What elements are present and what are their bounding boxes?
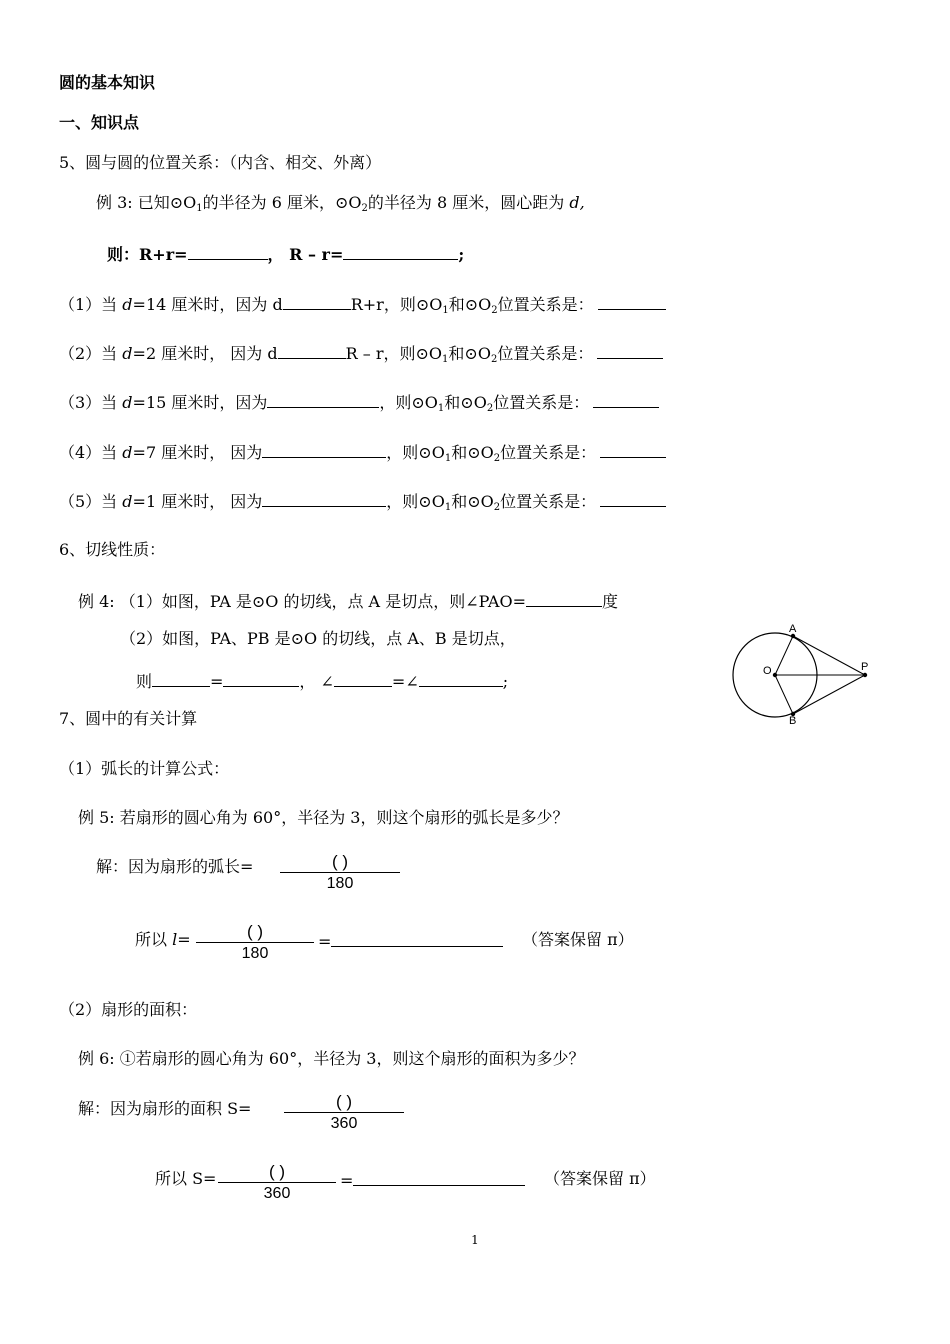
item7-heading: 7、圆中的有关计算	[59, 709, 198, 728]
case-1: （1）当 d=14 厘米时，因为 d R+r，则$⊙O_1$和$⊙O_2$位置关系是：	[59, 293, 666, 315]
formula-line: 则：R+r= ， R – r= ;	[107, 245, 465, 264]
tangent-figure	[725, 618, 885, 730]
arc-length-fraction	[280, 852, 400, 895]
label-b: B	[789, 715, 797, 727]
case-2: （2）当 d=2 厘米时， 因为 d R – r，则$⊙O_1$和$⊙O_2$位置关系是：	[59, 342, 663, 364]
blank[interactable]	[152, 670, 210, 687]
blank[interactable]	[188, 243, 268, 260]
label-o: O	[763, 665, 772, 677]
fraction-denominator: 360	[330, 1115, 358, 1132]
blank[interactable]	[343, 243, 458, 260]
blank[interactable]	[334, 670, 392, 687]
blank[interactable]	[593, 391, 659, 408]
fraction-numerator[interactable]: ( )	[280, 852, 400, 873]
label-a: A	[789, 623, 797, 635]
blank[interactable]	[267, 391, 379, 408]
case-3: （3）当 d=15 厘米时，因为 ，则$⊙O_1$和$⊙O_2$位置关系是：	[59, 391, 659, 413]
arc-length-subheading: （1）弧长的计算公式：	[59, 759, 230, 778]
blank[interactable]	[526, 590, 602, 607]
example5-text: 例 5: 若扇形的圆心角为 60°，半径为 3，则这个扇形的弧长是多少？	[78, 808, 569, 827]
item6-heading: 6、切线性质：	[59, 540, 166, 559]
blank[interactable]	[278, 342, 346, 359]
keep-pi-note-2: （答案保留 π）	[544, 1169, 656, 1188]
item5-heading: 5、圆与圆的位置关系：（内含、相交、外离）	[59, 153, 382, 172]
example4-line1: 例 4: （1）如图，PA 是⊙O 的切线，点 A 是切点，则∠PAO= 度	[78, 592, 618, 611]
so-line-label: 所以 l=	[135, 930, 191, 949]
example3-text: 例 3: 已知$⊙O_1$的半径为 6 厘米，$⊙O_2$的半径为 8 厘米，圆心距为 d,	[96, 193, 585, 214]
blank[interactable]	[597, 342, 663, 359]
point-o	[773, 673, 777, 677]
label-p: P	[861, 661, 869, 673]
line-oa	[775, 636, 793, 675]
keep-pi-note: （答案保留 π）	[522, 930, 634, 949]
blank[interactable]	[419, 670, 503, 687]
fraction-denominator: 360	[263, 1185, 291, 1202]
fraction-numerator[interactable]: ( )	[196, 922, 314, 943]
case-5: （5）当 d=1 厘米时， 因为 ，则$⊙O_1$和$⊙O_2$位置关系是：	[59, 490, 666, 512]
solution6-label: 解：因为扇形的面积 S=	[78, 1099, 252, 1118]
area-fraction	[284, 1092, 404, 1135]
blank[interactable]	[283, 293, 351, 310]
section-heading: 一、知识点	[59, 113, 140, 132]
example6-text: 例 6: ①若扇形的圆心角为 60°，半径为 3，则这个扇形的面积为多少？	[78, 1049, 585, 1068]
case-4: （4）当 d=7 厘米时， 因为 ，则$⊙O_1$和$⊙O_2$位置关系是：	[59, 441, 666, 463]
page-title: 圆的基本知识	[59, 73, 156, 92]
blank[interactable]	[600, 441, 666, 458]
blank[interactable]	[262, 490, 386, 507]
arc-answer: =	[318, 930, 503, 952]
answer-blank[interactable]	[353, 1169, 525, 1186]
solution5-label: 解：因为扇形的弧长=	[96, 857, 254, 876]
point-p	[863, 673, 867, 677]
fraction-numerator[interactable]: ( )	[218, 1162, 336, 1183]
blank[interactable]	[223, 670, 299, 687]
fraction-denominator: 180	[326, 875, 354, 892]
area-subheading: （2）扇形的面积：	[59, 1000, 198, 1019]
arc-length-fraction-2	[196, 922, 314, 965]
line-bp	[793, 675, 865, 714]
fraction-numerator[interactable]: ( )	[284, 1092, 404, 1113]
line-ap	[793, 636, 865, 675]
answer-blank[interactable]	[331, 930, 503, 947]
line-ob	[775, 675, 793, 714]
blank[interactable]	[262, 441, 386, 458]
blank[interactable]	[600, 490, 666, 507]
example4-line3: 则 = ， ∠ =∠ ;	[136, 672, 509, 691]
area-answer: =	[340, 1169, 525, 1191]
so6-label: 所以 S=	[155, 1169, 217, 1188]
fraction-denominator: 180	[241, 945, 269, 962]
blank[interactable]	[598, 293, 666, 310]
example4-line2: （2）如图，PA、PB 是⊙O 的切线，点 A、B 是切点，	[120, 629, 516, 648]
page-number: 1	[471, 1233, 479, 1247]
area-fraction-2	[218, 1162, 336, 1205]
